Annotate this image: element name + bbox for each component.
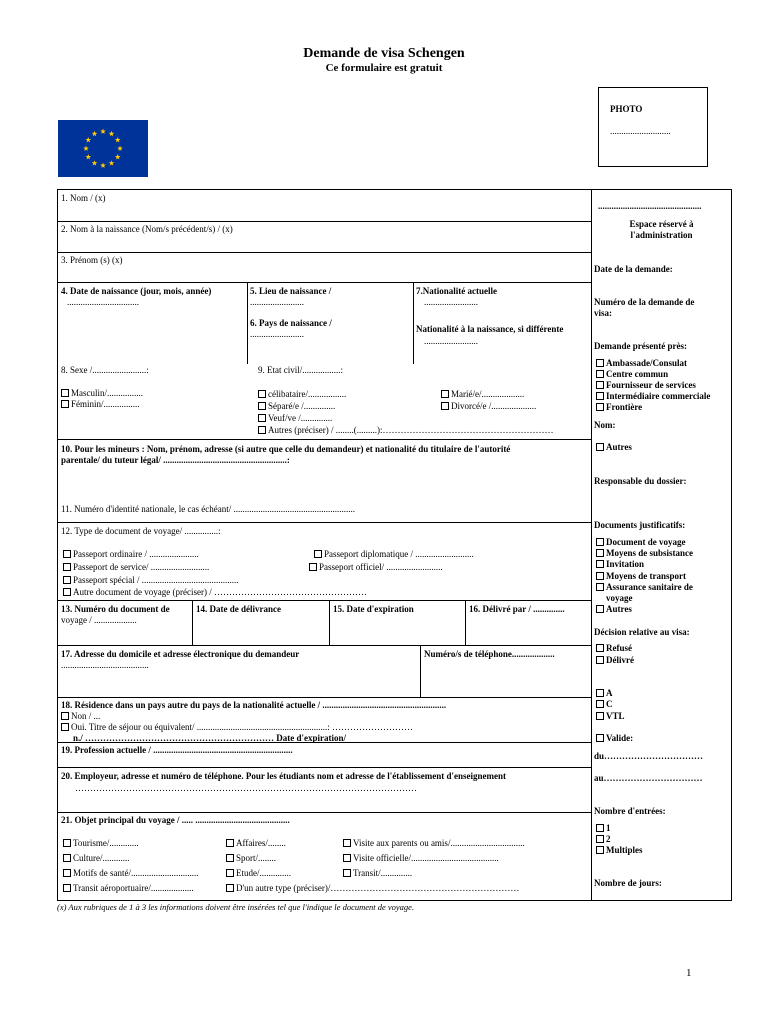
star-icon [85, 154, 91, 159]
photo-label: PHOTO [610, 104, 643, 114]
field-identite-nationale[interactable]: 11. Numéro d'identité nationale, le cas échéant/ ...................................................... [61, 504, 355, 514]
star-icon [100, 129, 106, 134]
admin-valide-au[interactable]: au…………………………… [594, 773, 703, 783]
field-numero-document[interactable]: 13. Numéro du document de [61, 604, 170, 614]
checkbox-autres-documents[interactable]: Autres [596, 604, 632, 614]
star-icon [115, 154, 121, 159]
checkbox-delivre[interactable]: Délivré [596, 655, 634, 665]
field-lieu-naissance-dots: ........................ [250, 297, 304, 307]
field-adresse-domicile[interactable]: 17. Adresse du domicile et adresse électronique du demandeur [61, 649, 300, 659]
checkbox-residence-non[interactable]: Non / ... [61, 711, 100, 721]
admin-title-line1: Espace réservé à [629, 219, 694, 229]
field-mineurs-line2: parentale/ du tuteur légal/ .......................................................: [61, 455, 290, 465]
cell-divider [247, 282, 248, 364]
checkbox-autre-document[interactable]: Autre document de voyage (préciser) / …………………………………………… [63, 587, 367, 597]
field-delivre-par[interactable]: 16. Délivré par / .............. [469, 604, 565, 614]
field-etat-civil: 9. Etat civil/.................: [258, 365, 343, 375]
star-icon [92, 160, 98, 165]
checkbox-celibataire[interactable]: célibataire/................. [258, 389, 346, 399]
checkbox-divorce[interactable]: Divorcé/e /.................... [441, 401, 536, 411]
checkbox-moyens-transport[interactable]: Moyens de transport [596, 571, 686, 581]
checkbox-passeport-ordinaire[interactable]: Passeport ordinaire / ...................... [63, 549, 199, 559]
field-titre-sejour-numero[interactable]: n./ ……………………………………………………… Date d'expiration/ [73, 733, 347, 743]
field-profession[interactable]: 19. Profession actuelle / .............................................................. [61, 745, 293, 755]
field-date-delivrance[interactable]: 14. Date de délivrance [196, 604, 281, 614]
page-subtitle: Ce formulaire est gratuit [325, 62, 443, 74]
row-divider [57, 439, 591, 440]
photo-dots: ........................... [610, 126, 671, 136]
eu-flag-logo [58, 120, 148, 177]
field-nationalite-naissance-dots: ........................ [424, 336, 478, 346]
checkbox-marie[interactable]: Marié/e/................... [441, 389, 524, 399]
checkbox-type-c[interactable]: C [596, 699, 613, 709]
checkbox-tourisme[interactable]: Tourisme/............. [63, 838, 139, 848]
star-icon [109, 131, 115, 136]
checkbox-type-vtl[interactable]: VTL [596, 711, 625, 721]
checkbox-separe[interactable]: Séparé/e /.............. [258, 401, 335, 411]
field-pays-naissance[interactable]: 6. Pays de naissance / [250, 318, 332, 328]
checkbox-refuse[interactable]: Refusé [596, 643, 632, 653]
field-residence: 18. Résidence dans un pays autre du pays de la nationalité actuelle / ....................................................... [61, 700, 447, 710]
checkbox-residence-oui[interactable]: Oui. Titre de séjour ou équivalent/ ..........................................................: ……………………… [61, 722, 413, 732]
page-number: 1 [686, 967, 692, 979]
checkbox-entree-2[interactable]: 2 [596, 834, 611, 844]
field-nationalite-actuelle[interactable]: 7.Nationalité actuelle [416, 286, 497, 296]
checkbox-centre-commun[interactable]: Centre commun [596, 369, 668, 379]
checkbox-valide[interactable]: Valide: [596, 733, 633, 743]
admin-title-line2: l'administration [630, 230, 693, 240]
checkbox-document-voyage[interactable]: Document de voyage [596, 537, 686, 547]
checkbox-visite-officielle[interactable]: Visite officielle/....................................... [343, 853, 499, 863]
field-nom[interactable]: 1. Nom / (x) [61, 193, 106, 203]
checkbox-motifs-sante[interactable]: Motifs de santé/.............................. [63, 868, 199, 878]
eu-stars-icon [58, 120, 148, 177]
star-icon [109, 160, 115, 165]
row-divider [57, 645, 591, 646]
row-divider [57, 522, 591, 523]
admin-valide-du[interactable]: du…………………………… [594, 751, 704, 761]
cell-divider [465, 600, 466, 645]
cell-divider [329, 600, 330, 645]
admin-documents: Documents justificatifs: [594, 520, 686, 530]
checkbox-veuf[interactable]: Veuf/ve /.............. [258, 413, 332, 423]
checkbox-assurance-line2: voyage [606, 593, 633, 603]
row-divider [57, 221, 591, 222]
admin-column-divider [591, 189, 592, 901]
field-nationalite-naissance[interactable]: Nationalité à la naissance, si différente [416, 324, 564, 334]
field-prenom[interactable]: 3. Prénom (s) (x) [61, 255, 123, 265]
star-icon [83, 146, 89, 151]
checkbox-passeport-officiel[interactable]: Passeport officiel/ ......................... [309, 562, 443, 572]
footnote: (x) Aux rubriques de 1 à 3 les informations doivent être insérées tel que l'indique le document de voyage. [57, 902, 415, 912]
field-telephone[interactable]: Numéro/s de téléphone................... [424, 649, 555, 659]
row-divider [57, 252, 591, 253]
field-pays-naissance-dots: ........................ [250, 329, 304, 339]
checkbox-invitation[interactable]: Invitation [596, 559, 644, 569]
field-type-document: 12. Type de document de voyage/ ...............: [61, 526, 221, 536]
checkbox-affaires[interactable]: Affaires/........ [226, 838, 286, 848]
field-nationalite-dots: ........................ [424, 297, 478, 307]
checkbox-sport[interactable]: Sport/........ [226, 853, 276, 863]
checkbox-passeport-special[interactable]: Passeport spécial / ........................................... [63, 575, 239, 585]
cell-divider [413, 282, 414, 364]
admin-nombre-entrees: Nombre d'entrées: [594, 806, 666, 816]
photo-box[interactable] [598, 87, 708, 167]
admin-presente: Demande présenté près: [594, 341, 687, 351]
checkbox-autres-etat-civil[interactable]: Autres (préciser) / ........(.........):………………………………………………… [258, 425, 553, 435]
field-adresse-dots: ....................................... [61, 660, 149, 670]
star-icon [92, 131, 98, 136]
field-date-naissance[interactable]: 4. Date de naissance (jour, mois, année) [61, 286, 212, 296]
star-icon [117, 146, 123, 151]
cell-divider [192, 600, 193, 645]
field-sexe: 8. Sexe /........................: [61, 365, 149, 375]
checkbox-frontiere[interactable]: Frontière [596, 402, 642, 412]
row-divider [57, 767, 591, 768]
checkbox-entree-multiples[interactable]: Multiples [596, 845, 643, 855]
checkbox-masculin[interactable]: Masculin/................ [61, 388, 143, 398]
checkbox-autre-type[interactable]: D'un autre type (préciser)/……………………………………………………… [226, 883, 519, 893]
field-employeur-dots: …………………………………………………………………………………………………… [75, 783, 417, 793]
checkbox-moyens-subsistance[interactable]: Moyens de subsistance [596, 548, 693, 558]
field-mineurs[interactable]: 10. Pour les mineurs : Nom, prénom, adresse (si autre que celle du demandeur) et nationalité du titulaire de l'autorité [61, 444, 511, 454]
admin-nombre-jours[interactable]: Nombre de jours: [594, 878, 662, 888]
checkbox-assurance[interactable]: Assurance sanitaire de [596, 582, 693, 592]
field-numero-document-line2: voyage / ................... [61, 615, 137, 625]
admin-dots: .............................................. [598, 201, 702, 211]
admin-numero-demande-line2: visa: [594, 308, 612, 318]
admin-nom[interactable]: Nom: [594, 420, 616, 430]
checkbox-type-a[interactable]: A [596, 688, 613, 698]
star-icon [115, 137, 121, 142]
row-divider [57, 282, 591, 283]
checkbox-entree-1[interactable]: 1 [596, 823, 611, 833]
checkbox-autres-presente[interactable]: Autres [596, 442, 632, 452]
checkbox-intermediaire[interactable]: Intermédiaire commerciale [596, 391, 710, 401]
admin-responsable[interactable]: Responsable du dossier: [594, 476, 687, 486]
checkbox-fournisseur[interactable]: Fournisseur de services [596, 380, 696, 390]
row-divider [57, 697, 591, 698]
row-divider [57, 812, 591, 813]
checkbox-transit-aeroportuaire[interactable]: Transit aéroportuaire/................... [63, 883, 194, 893]
field-date-expiration[interactable]: 15. Date d'expiration [333, 604, 414, 614]
field-objet-voyage: 21. Objet principal du voyage / ..... .......................................... [61, 815, 290, 825]
checkbox-visite-parents[interactable]: Visite aux parents ou amis/................................. [343, 838, 525, 848]
field-lieu-naissance[interactable]: 5. Lieu de naissance / [250, 286, 332, 296]
checkbox-transit[interactable]: Transit/.............. [343, 868, 412, 878]
page-title: Demande de visa Schengen [303, 46, 465, 61]
row-divider [57, 600, 591, 601]
star-icon [100, 163, 106, 168]
star-icon [85, 137, 91, 142]
checkbox-etude[interactable]: Etude/.............. [226, 868, 291, 878]
checkbox-passeport-service[interactable]: Passeport de service/ .......................... [63, 562, 209, 572]
checkbox-passeport-diplomatique[interactable]: Passeport diplomatique / .......................... [314, 549, 474, 559]
checkbox-feminin[interactable]: Féminin/................ [61, 399, 140, 409]
field-date-naissance-dots: ................................ [67, 297, 139, 307]
field-employeur[interactable]: 20. Employeur, adresse et numéro de téléphone. Pour les étudiants nom et adresse de l'établissement d'enseignement [61, 771, 506, 781]
checkbox-culture[interactable]: Culture/............ [63, 853, 130, 863]
admin-decision: Décision relative au visa: [594, 627, 690, 637]
admin-numero-demande[interactable]: Numéro de la demande de [594, 297, 695, 307]
admin-date-demande[interactable]: Date de la demande: [594, 264, 673, 274]
checkbox-ambassade[interactable]: Ambassade/Consulat [596, 358, 687, 368]
cell-divider [420, 645, 421, 697]
field-nom-naissance[interactable]: 2. Nom à la naissance (Nom/s précédent/s) / (x) [61, 224, 233, 234]
